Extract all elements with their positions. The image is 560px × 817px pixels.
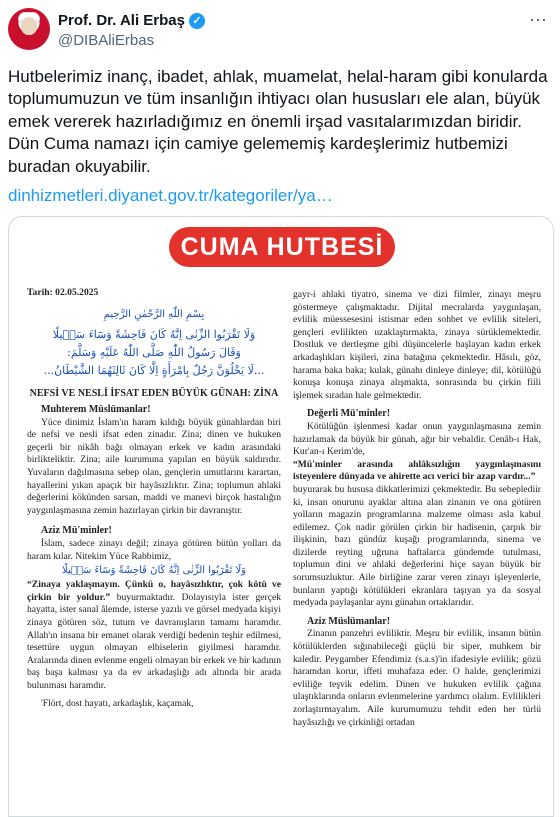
document-left-column (27, 287, 281, 711)
paragraph: Kötülüğün işlenmesi kadar onun yaygınlaşmasına zemin hazırlamak da büyük bir günah, ağır bir vebaldir. Cenâb-ı Hak, Kur'an-ı Kerim'de, (293, 420, 541, 458)
tweet-text: Hutbelerimiz inanç, ibadet, ahlak, muamelat, helal-haram gibi konularda toplumumuzun ve tüm insanlığın ihtiyacı olan hususları ele alan, büyük emek vererek hazırladığımız en önemli irşad vasıtalarımızdan biridir. Dün Cuma namazı için camiye gelememiş kardeşlerimiz hutbemizi buradan okuyabilir. (8, 67, 548, 176)
paragraph: buyurmaktadır. Dolayısıyla ister gerçek hayatta, ister sanal âlemde, isterse yazılı ve görsel medyada kişiyi zinaya götüren söz, tutum ve davranışların tamamı haramdır. Allah'ın insana bir emanet olarak verdiği bedenin teşhir edilmesi, tesettüre uygun olmayan elbiselerin giyilmesi haramdır. Aralarında dinen evlenme engeli olmayan bir erkek ve bir kadının baş başa kalması ya da ev arkadaşlığı adı altında bir arada bulunması haramdır. (27, 591, 282, 691)
document-right-column (293, 289, 541, 729)
avatar[interactable] (8, 8, 50, 50)
attached-image[interactable] (8, 216, 554, 817)
paragraph: 'Flört, dost hayatı, arkadaşlık, kaçamak, (41, 698, 194, 710)
verse-translation: “Mü'minler arasında ahlâksızlığın yaygınlaşmasını isteyenlere dünyada ve ahirette acı verici bir azap vardır...” (293, 458, 541, 483)
document-banner: CUMA HUTBESİ (169, 227, 395, 267)
user-handle[interactable]: @DIBAliErbas (58, 32, 155, 49)
paragraph: Zinanın panzehri evliliktir. Meşru bir evlilik, insanın bütün kötülüklerden sığınabileceği güçlü bir siper, muhkem bir kaledir. Peygamber Efendimiz (s.a.s)'in ifadesiyle evlilik; gözü haramdan korur, iffeti muhafaza eder. O halde, gençlerimizi evliliğe teşvik edelim. Dinen ve hukuken evlilik çağına ulaştıklarında onların evlenmelerine yardımcı olalım. Evlilikleri zorlaştırmayalım. Aile kurumumuzu tehdit eden her türlü hayâsızlığı ve çirkinliği ortadan (293, 628, 541, 728)
paragraph: İslam, sadece zinayı değil; zinaya götüren bütün yolları da haram kılar. Nitekim Yüce Rabbimiz, (27, 537, 281, 562)
tweet-link[interactable]: dinhizmetleri.diyanet.gov.tr/kategoriler/ya… (8, 186, 333, 205)
paragraph: Yüce dinimiz İslam'ın haram kıldığı büyük günahlardan biri de nefsi ve nesli ifsat eden zinadır. Zina; dinen ve hukuken geçerli bir nikâh bağı olmayan erkek ve kadın arasındaki birlikteliktir. Zina; aile kurumuna yapılan en büyük saldırıdır. Yuvaların dağılmasına sebep olan, gençlerin umutlarını karartan, hayallerini yıkan apaçık bir hayâsızlıktır. Zina; toplumun ahlaki değerlerini kökünden sarsan, maddi ve manevi birçok hastalığın yaygınlaşmasına zemin hazırlayan çirkin bir davranıştır. (27, 416, 281, 516)
sermon-title: NEFSİ VE NESLİ İFSAT EDEN BÜYÜK GÜNAH: ZİNA (29, 387, 279, 399)
section-heading: Muhterem Müslümanlar! (41, 404, 151, 415)
arabic-verse: وَلَا تَقْرَبُوا الزِّنٰى اِنَّهُ كَانَ فَاحِشَةً وَسَٓاءَ سَبٖيلًا (52, 327, 256, 341)
paragraph: buyurarak bu hususa dikkatlerimizi çekmektedir. Bu sebeplediir ki, insan onurunu ayaklar altına alan zinanın ve ona götüren yolların magazin programlarına malzeme olması asla kabul edilemez. Çok nadir görülen çirkin bir hadisenin, çarpık bir ilişkinin, bazı gündüz kuşağı programlarında, sinema ve dizilerde reyting uğruna haftalarca gündemde tutulması, toplumun dini ve ahlaki değerlerini hiçe sayan büyük bir sorumsuzluktur. Aile birliğine zarar veren zinayı işleyenlerle, bunların yaptığı kötülükleri ekranlara taşıyan ya da sosyal medyada paylaşanlar aynı günahın ortaklarıdır. (293, 483, 541, 609)
section-heading: Aziz Müslümanlar! (307, 615, 391, 627)
tweet-header (8, 8, 552, 60)
paragraph: gayr-i ahlaki tiyatro, sinema ve dizi filmler, zinayı meşru göstermeye çalışmaktadır. Dijital mecralarda yaygınlaşan, evlilik müessesesini istismar eden sohbet ve evlilik siteleri, gençleri evlilikten uzaklaştırmakta, zinaya sürüklemektedir. Dostluk ve dertleşme gibi düşüncelerle başlayan kadın erkek arkadaşlıkları kişileri, zina batağına çekmektedir. Hâsılı, göz, harama baka baka; kulak, günahı dinleye dinleye; dil, kötülüğü konuşa konuşa zinaya alışmakta, sonrasında bu çirkin fiili işlemek sıradan hale gelmektedir. (293, 289, 541, 401)
arabic-hadith-intro: وَقَالَ رَسُولُ اللّٰهِ صَلَّى اللّٰهُ عَلَيْهِ وَسَلَّمَ: (67, 345, 241, 359)
paragraph-with-quote (27, 579, 281, 692)
document-date: Tarih: 02.05.2025 (27, 287, 99, 298)
verse-translation: “Zinaya yaklaşmayın. Çünkü o, hayâsızlıktır, çok kötü ve çirkin bir yoldur.” (27, 579, 281, 603)
section-heading: Değerli Mü'minler! (307, 408, 391, 420)
name-row (58, 12, 205, 29)
more-options-icon[interactable]: ⋯ (529, 10, 548, 30)
avatar-face (21, 17, 37, 35)
arabic-basmala: بِسْمِ اللّٰهِ الرَّحْمٰنِ الرَّحِيمِ (103, 308, 205, 320)
display-name[interactable]: Prof. Dr. Ali Erbaş (58, 12, 185, 29)
arabic-inline-verse: وَلَا تَقْرَبُوا الزِّنٰى اِنَّهُ كَانَ فَاحِشَةً وَسَٓاءَ سَبٖيلًا (61, 565, 247, 577)
section-heading: Aziz Mü'minler! (41, 525, 112, 537)
arabic-hadith: ...لَا يَخْلُوَنَّ رَجُلٌ بِامْرَأَةٍ اِلَّا كَانَ ثَالِثَهُمَا الشَّيْطَانُ... (43, 363, 265, 377)
verified-badge-icon: ✓ (189, 13, 205, 29)
